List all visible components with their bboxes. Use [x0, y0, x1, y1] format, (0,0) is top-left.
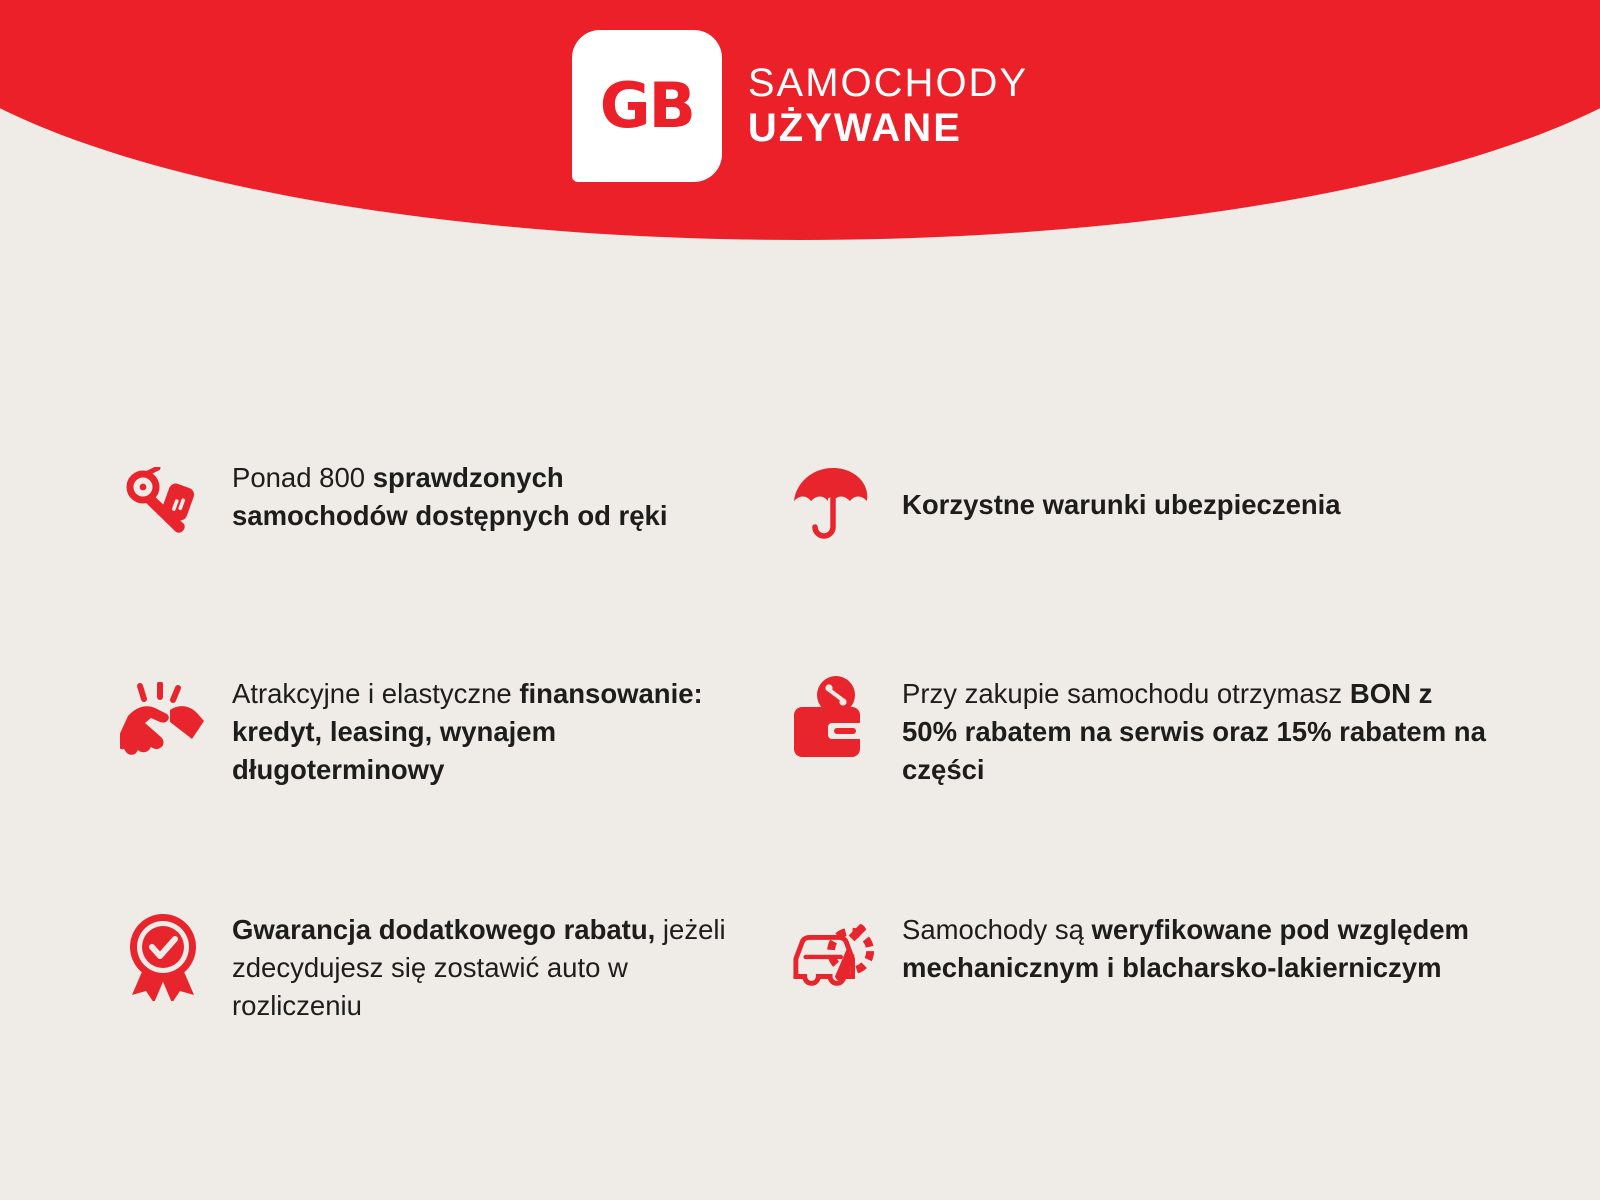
benefit-text: Samochody są weryfikowane pod względem mechanicznym i blacharsko-lakierniczym	[902, 913, 1469, 983]
keys-icon	[120, 455, 206, 551]
logo-mark: GB	[599, 69, 694, 142]
logo-tile	[572, 30, 722, 182]
benefits-column-right	[790, 455, 1490, 1121]
car-wrench-icon	[790, 907, 876, 1003]
benefit-item	[120, 671, 740, 789]
benefit-item	[790, 671, 1490, 789]
benefit-item	[790, 907, 1490, 1003]
benefits-column-left	[120, 455, 740, 1121]
benefit-item	[120, 455, 740, 551]
benefit-text: Gwarancja dodatkowego rabatu, jeżeli zdecydujesz się zostawić auto w rozliczeniu	[232, 913, 726, 1021]
benefit-text: Przy zakupie samochodu otrzymasz BON z 50% rabatem na serwis oraz 15% rabatem na części	[902, 678, 1486, 785]
benefit-text: Ponad 800 sprawdzonych samochodów dostępnych od ręki	[232, 462, 668, 531]
brand-lockup	[0, 30, 1600, 182]
umbrella-icon	[790, 455, 876, 551]
benefit-item	[790, 455, 1490, 551]
handshake-icon	[120, 671, 206, 767]
rosette-check-icon	[120, 907, 206, 1003]
page-header	[0, 0, 1600, 250]
benefits-grid	[120, 455, 1490, 1121]
brand-line-2: UŻYWANE	[747, 106, 962, 150]
benefit-text: Atrakcyjne i elastyczne finansowanie: kredyt, leasing, wynajem długoterminowy	[232, 678, 703, 785]
benefit-item	[120, 907, 740, 1025]
brand-line-1: SAMOCHODY	[747, 61, 1029, 106]
wallet-discount-icon	[790, 671, 876, 767]
benefit-text: Korzystne warunki ubezpieczenia	[902, 489, 1341, 521]
brand-wordmark	[748, 61, 1028, 151]
